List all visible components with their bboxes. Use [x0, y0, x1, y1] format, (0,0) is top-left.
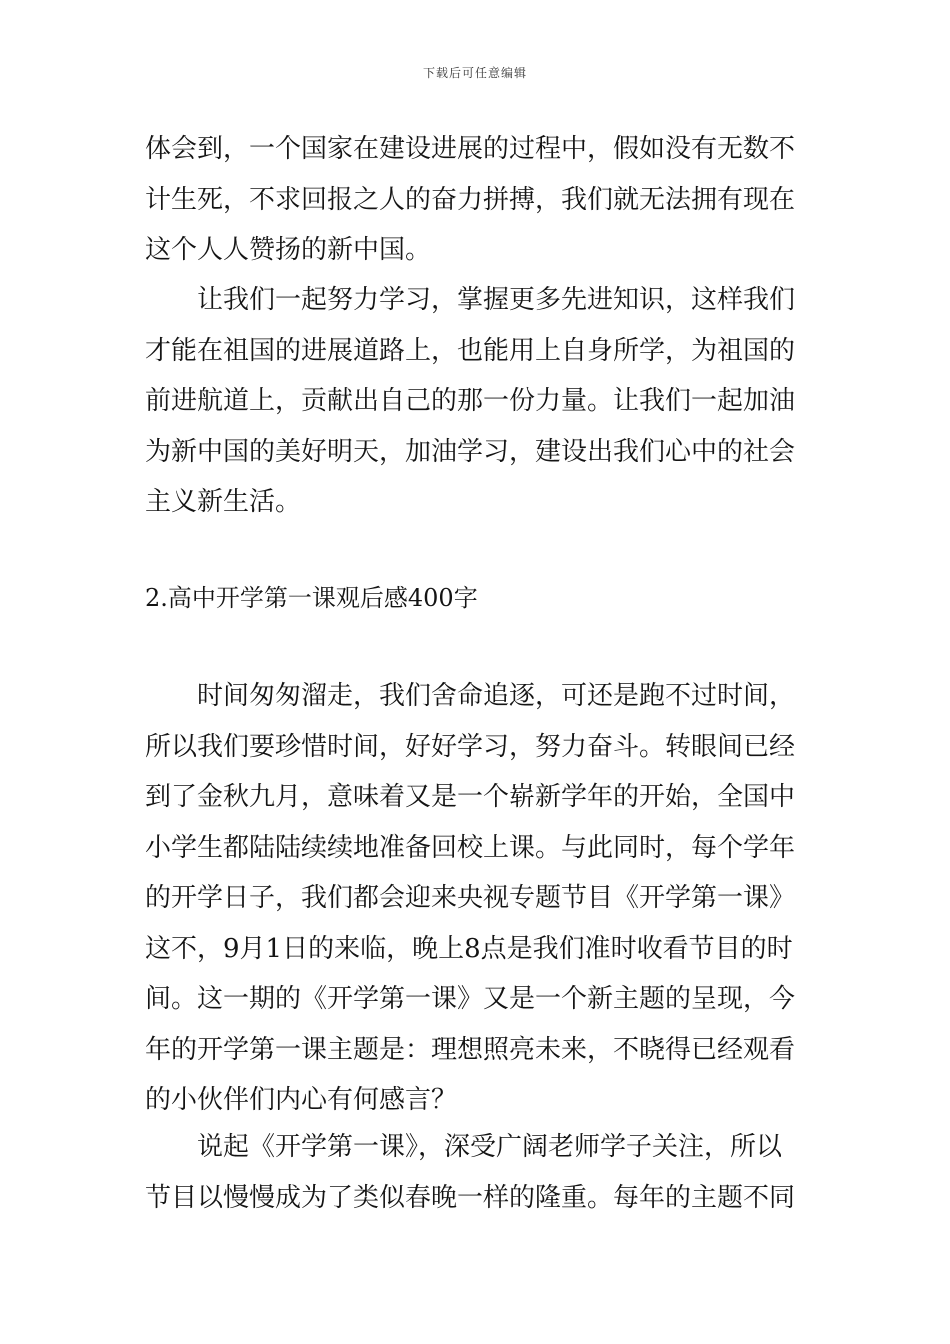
paragraph-2-line: 让我们一起努力学习，掌握更多先进知识，这样我们	[197, 285, 796, 315]
paragraph-4	[145, 1122, 807, 1223]
paragraph-3-line: 到了金秋九月，意味着又是一个崭新学年的开始，全国中	[145, 782, 796, 812]
paragraph-1-line: 这个人人赞扬的新中国。	[145, 235, 432, 265]
paragraph-2-line: 主义新生活。	[145, 487, 302, 517]
paragraph-1-line: 体会到，一个国家在建设进展的过程中，假如没有无数不	[145, 134, 796, 164]
paragraph-3-line: 所以我们要珍惜时间，好好学习，努力奋斗。转眼间已经	[145, 731, 796, 762]
paragraph-1	[145, 124, 807, 276]
paragraph-2-line: 为新中国的美好明天，加油学习，建设出我们心中的社会	[145, 436, 796, 467]
paragraph-3	[145, 671, 807, 1126]
paragraph-3-line: 年的开学第一课主题是：理想照亮未来，不晓得已经观看	[145, 1034, 796, 1065]
section-heading: 2.高中开学第一课观后感400字	[145, 584, 478, 612]
paragraph-3-line: 间。这一期的《开学第一课》又是一个新主题的呈现，今	[145, 984, 796, 1014]
paragraph-3-line: 这不，9月1日的来临，晚上8点是我们准时收看节目的时	[145, 933, 793, 964]
paragraph-4-line: 说起《开学第一课》，深受广阔老师学子关注，所以	[197, 1132, 783, 1162]
paragraph-3-line: 的小伙伴们内心有何感言？	[145, 1085, 458, 1115]
paragraph-3-line: 小学生都陆陆续续地准备回校上课。与此同时，每个学年	[145, 832, 796, 863]
paragraph-3-line: 时间匆匆溜走，我们舍命追逐，可还是跑不过时间，	[197, 681, 796, 711]
paragraph-3-line: 的开学日子，我们都会迎来央视专题节目《开学第一课》	[145, 883, 796, 913]
paragraph-2	[145, 275, 807, 528]
paragraph-2-line: 才能在祖国的进展道路上，也能用上自身所学，为祖国的	[145, 335, 796, 366]
paragraph-1-line: 计生死，不求回报之人的奋力拼搏，我们就无法拥有现在	[145, 184, 796, 215]
paragraph-2-line: 前进航道上，贡献出自己的那一份力量。让我们一起加油	[145, 386, 796, 416]
page-header-note: 下载后可任意编辑	[422, 66, 527, 80]
paragraph-4-line: 节目以慢慢成为了类似春晚一样的隆重。每年的主题不同	[145, 1182, 796, 1213]
